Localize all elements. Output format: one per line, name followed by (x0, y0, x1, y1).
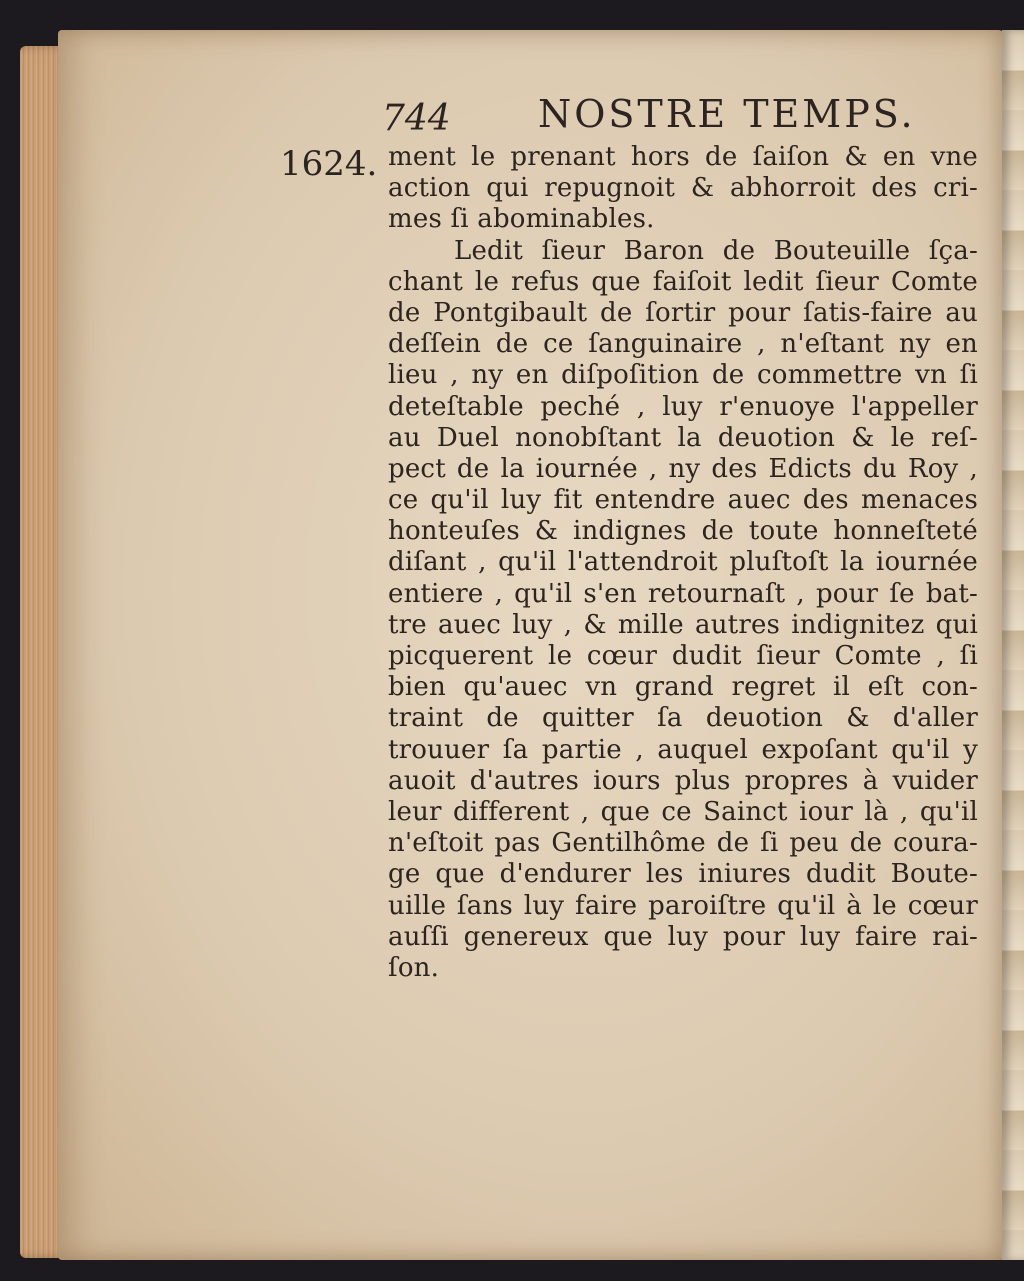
text-line: action qui repugnoit & abhorroit des cri- (388, 173, 978, 204)
text-line: bien qu'auec vn grand regret il eſt con- (388, 672, 978, 703)
text-line: traint de quitter ſa deuotion & d'aller (388, 703, 978, 734)
running-head (382, 88, 942, 140)
text-line: diſant , qu'il l'attendroit pluſtoſt la iournée (388, 547, 978, 578)
text-line: au Duel nonobſtant la deuotion & le reſ- (388, 422, 978, 453)
text-line: chant le refus que faiſoit ledit ſieur Comte (388, 266, 978, 297)
text-line: trouuer ſa partie , auquel expoſant qu'il y (388, 734, 978, 765)
text-line: ge que d'endurer les iniures dudit Boute- (388, 859, 978, 890)
text-line: deſſein de ce ſanguinaire , n'eſtant ny en (388, 329, 978, 360)
text-line: de Pontgibault de ſortir pour ſatis-faire au (388, 297, 978, 328)
text-line: Ledit ſieur Baron de Bouteuille ſça- (454, 235, 978, 266)
page-number: 744 (382, 98, 451, 139)
running-title: NOSTRE TEMPS. (538, 92, 916, 136)
text-line: deteſtable peché , luy r'enuoye l'appeller (388, 391, 978, 422)
text-line: mes ſi abominables. (388, 204, 655, 235)
text-line: auoit d'autres iours plus propres à vuider (388, 765, 978, 796)
body-text (388, 142, 978, 984)
text-line: leur different , que ce Sainct iour là , qu'il (388, 796, 978, 827)
text-line: pect de la iournée , ny des Edicts du Roy , (388, 453, 978, 484)
facing-page-edge (1002, 30, 1024, 1260)
text-line: n'eſtoit pas Gentilhôme de ſi peu de coura- (388, 828, 978, 859)
text-line: ce qu'il luy fit entendre auec des menaces (388, 485, 978, 516)
text-line: ſon. (388, 952, 440, 983)
text-line: honteuſes & indignes de toute honneſteté (388, 516, 978, 547)
text-line: picquerent le cœur dudit ſieur Comte , ſi (388, 641, 978, 671)
text-line: tre auec luy , & mille autres indignitez qui (388, 609, 978, 640)
text-line: ment le prenant hors de ſaiſon & en vne (388, 142, 978, 172)
margin-note-year: 1624. (280, 144, 378, 184)
text-line: uille ſans luy faire paroiſtre qu'il à le cœur (388, 890, 978, 921)
text-line: entiere , qu'il s'en retournaſt , pour ſe bat- (388, 578, 978, 609)
text-line: auſſi genereux que luy pour luy faire rai- (388, 921, 978, 952)
text-line: lieu , ny en diſpoſition de commettre vn ſi (388, 360, 978, 391)
